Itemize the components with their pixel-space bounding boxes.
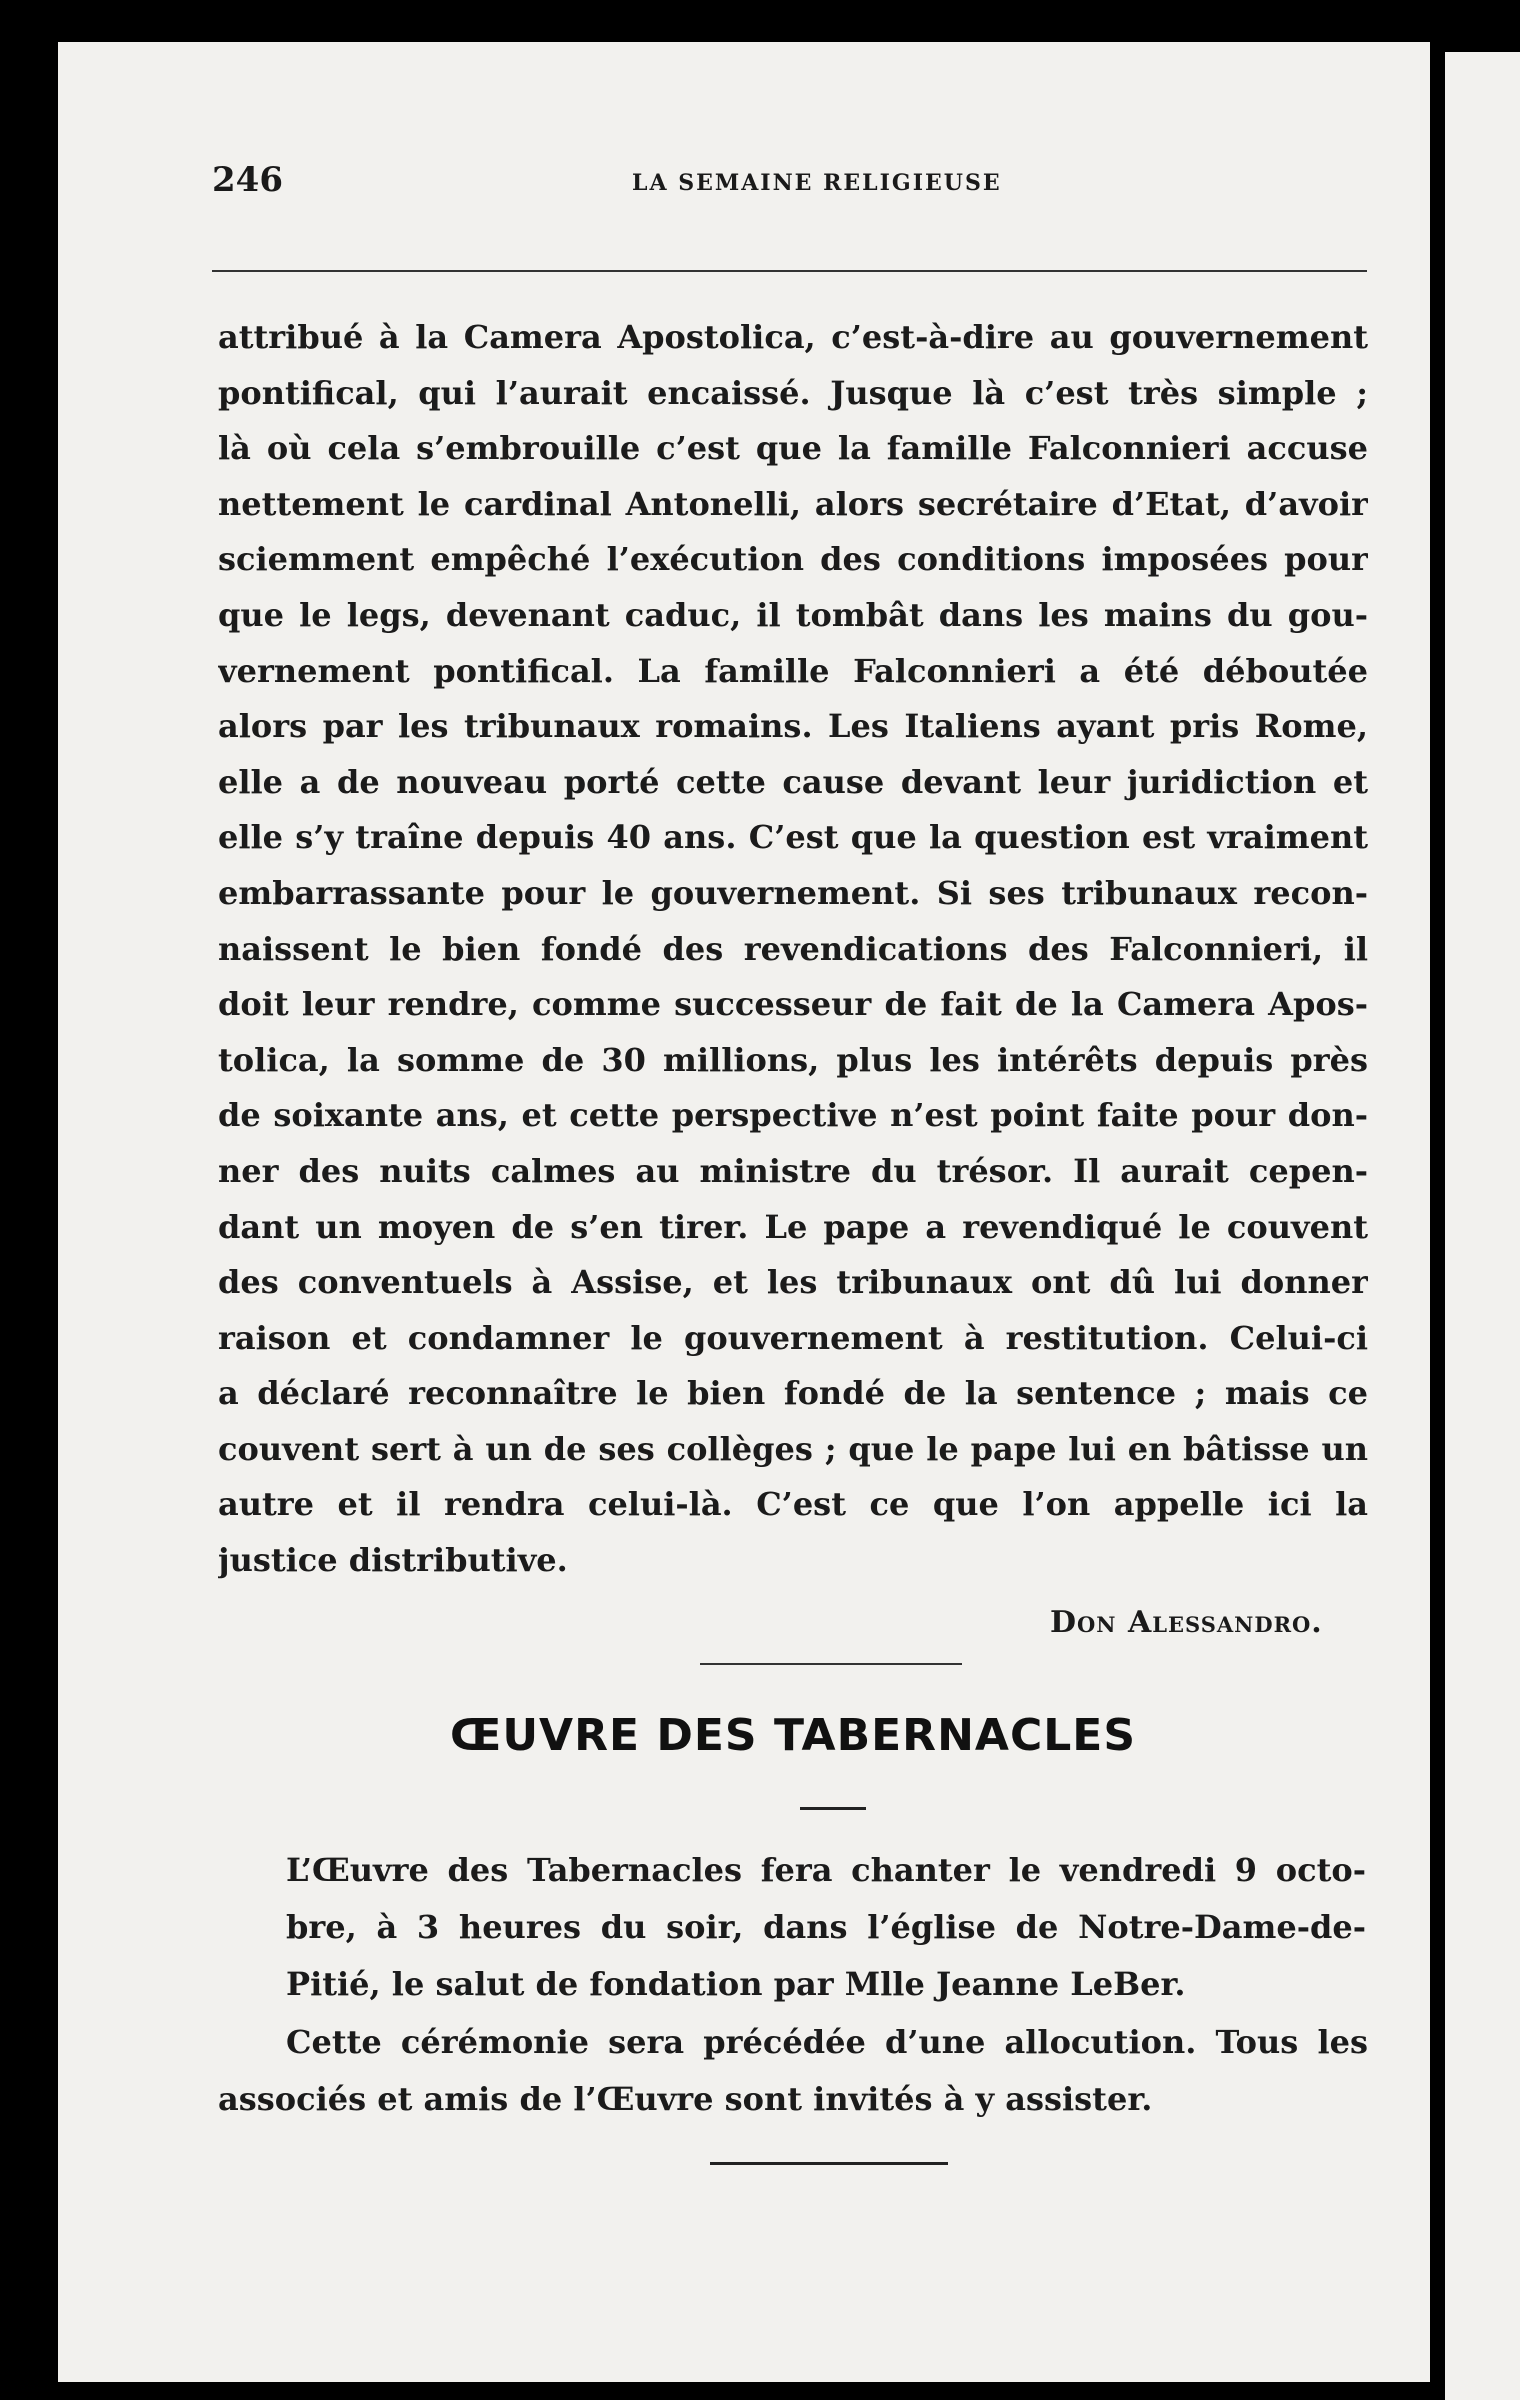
text-line: alors par les tribunaux romains. Les Italiens ayant pris Rome, [218,707,1368,746]
text-line: naissent le bien fondé des revendications des Falconnieri, il [218,929,1368,968]
article-body [218,310,1368,1589]
text-line: justice distributive. [218,1541,568,1580]
text-line: L’Œuvre des Tabernacles fera chanter le vendredi 9 octo- [286,1851,1366,1889]
text-line: a déclaré reconnaître le bien fondé de la sentence ; mais ce [218,1374,1368,1413]
text-line: pontifical, qui l’aurait encaissé. Jusque là c’est très simple ; [218,373,1368,412]
text-line: nettement le cardinal Antonelli, alors secrétaire d’Etat, d’avoir [218,484,1368,523]
article-signature: Don Alessandro. [1050,1605,1323,1640]
text-line: raison et condamner le gouvernement à restitution. Celui-ci [218,1318,1368,1357]
text-line: ner des nuits calmes au ministre du trésor. Il aurait cepen- [218,1151,1368,1190]
text-line: elle a de nouveau porté cette cause devant leur juridiction et [218,762,1368,801]
text-line: attribué à la Camera Apostolica, c’est-à-dire au gouvernement [218,318,1368,356]
text-line: Cette cérémonie sera précédée d’une allocution. Tous les [286,2023,1368,2061]
text-line: là où cela s’embrouille c’est que la famille Falconnieri accuse [218,429,1368,468]
text-line: dant un moyen de s’en tirer. Le pape a revendiqué le couvent [218,1207,1368,1246]
text-line: bre, à 3 heures du soir, dans l’église de Notre-Dame-de- [286,1908,1366,1946]
text-line: que le legs, devenant caduc, il tombât dans les mains du gou- [218,595,1368,634]
page-number: 246 [212,160,283,200]
text-line: tolica, la somme de 30 millions, plus les intérêts depuis près [218,1040,1368,1079]
adjacent-page-edge [1445,52,1520,2400]
text-line: sciemment empêché l’exécution des conditions imposées pour [218,540,1368,579]
running-title: LA SEMAINE RELIGIEUSE [632,170,1002,196]
text-line: Pitié, le salut de fondation par Mlle Jeanne LeBer. [286,1965,1186,2003]
text-line: vernement pontifical. La famille Falconnieri a été déboutée [218,651,1368,690]
section-title: ŒUVRE DES TABERNACLES [449,1710,1137,1761]
page-header [212,150,1362,210]
section-divider [700,1663,962,1665]
text-line: autre et il rendra celui-là. C’est ce que l’on appelle ici la [218,1485,1368,1524]
text-line: doit leur rendre, comme successeur de fait de la Camera Apos- [218,985,1368,1024]
text-line: couvent sert à un de ses collèges ; que le pape lui en bâtisse un [218,1429,1368,1468]
header-rule [212,270,1367,272]
section-paragraph-2 [218,2014,1368,2128]
title-underline [800,1807,866,1810]
text-line: associés et amis de l’Œuvre sont invités à y assister. [218,2080,1153,2118]
text-line: elle s’y traîne depuis 40 ans. C’est que la question est vraiment [218,818,1368,857]
text-line: embarrassante pour le gouvernement. Si ses tribunaux recon- [218,873,1368,912]
text-line: des conventuels à Assise, et les tribunaux ont dû lui donner [218,1263,1368,1302]
section-paragraph-1 [286,1842,1366,2013]
end-divider [710,2162,948,2165]
text-line: de soixante ans, et cette perspective n’est point faite pour don- [218,1096,1368,1135]
